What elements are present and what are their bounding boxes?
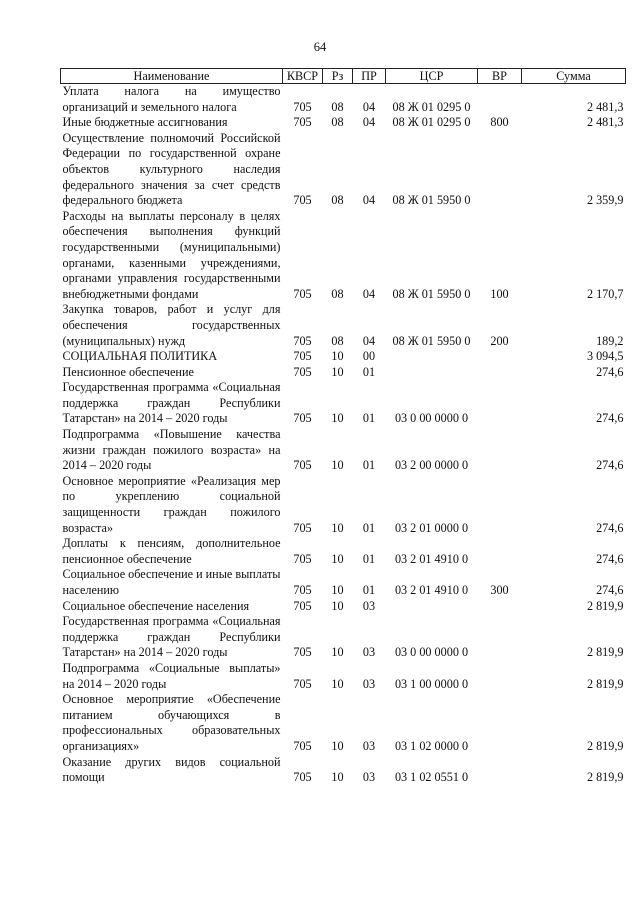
cell-kvsr: 705 [293, 583, 312, 597]
cell-sum: 274,6 [596, 520, 624, 535]
table-row [61, 209, 626, 303]
cell-vr [478, 84, 522, 116]
cell-csr: 03 0 00 0000 0 [394, 411, 469, 426]
cell-sum: 2 481,3 [586, 99, 624, 114]
cell-pr: 00 [362, 349, 376, 364]
cell-pr: 04 [362, 115, 376, 130]
cell-csr: 03 1 02 0551 0 [394, 770, 469, 785]
cell-kvsr: 705 [293, 286, 312, 301]
cell-pr: 03 [362, 645, 376, 660]
table-row [61, 567, 626, 598]
cell-name: Оказание других видов социальной помощи [62, 754, 281, 785]
cell-kvsr: 705 [293, 99, 312, 114]
cell-csr: 08 Ж 01 0295 0 [392, 115, 471, 130]
cell-pr: 04 [362, 193, 376, 208]
cell-sum: 274,6 [596, 458, 624, 473]
cell-pr: 01 [362, 583, 376, 597]
cell-name: Пенсионное обеспечение [62, 364, 194, 379]
cell-rz: 08 [331, 115, 344, 130]
cell-rz: 10 [331, 676, 344, 691]
table-body [61, 84, 626, 786]
cell-vr [478, 380, 522, 427]
cell-kvsr: 705 [293, 645, 312, 660]
cell-vr [478, 692, 522, 754]
cell-kvsr: 705 [293, 364, 312, 379]
cell-name: Государственная программа «Социальная поддержка граждан Республики Татарстан» на 2014 – 2020 годы [62, 380, 281, 426]
cell-name: Уплата налога на имущество организаций и земельного налога [62, 84, 281, 114]
cell-vr [478, 349, 522, 365]
table-row [61, 614, 626, 661]
cell-pr: 03 [362, 738, 376, 753]
cell-kvsr: 705 [293, 520, 312, 535]
cell-pr: 01 [362, 364, 376, 379]
table-row [61, 302, 626, 349]
cell-kvsr: 705 [293, 333, 312, 348]
cell-sum: 2 819,9 [586, 645, 624, 660]
cell-name: Подпрограмма «Повышение качества жизни граждан пожилого возраста» на 2014 – 2020 годы [62, 427, 281, 473]
table-header-row [61, 69, 626, 84]
cell-sum: 2 170,7 [586, 286, 624, 301]
header-csr: ЦСР [386, 69, 478, 84]
cell-csr: 08 Ж 01 0295 0 [392, 99, 471, 114]
table-row [61, 365, 626, 381]
cell-kvsr: 705 [293, 551, 312, 566]
cell-pr: 03 [362, 676, 376, 691]
cell-vr: 100 [490, 286, 509, 301]
cell-sum: 189,2 [596, 333, 624, 348]
table-row [61, 427, 626, 474]
cell-name: Закупка товаров, работ и услуг для обеспечения государственных (муниципальных) нужд [62, 302, 281, 348]
cell-name: Доплаты к пенсиям, дополнительное пенсионное обеспечение [62, 536, 281, 566]
cell-sum: 3 094,5 [586, 349, 624, 364]
cell-csr [386, 349, 478, 365]
header-name: Наименование [61, 69, 283, 84]
cell-sum: 2 819,9 [586, 770, 624, 785]
cell-vr [478, 427, 522, 474]
cell-vr [478, 661, 522, 692]
table-row [61, 380, 626, 427]
cell-pr: 01 [362, 551, 376, 566]
cell-rz: 08 [331, 286, 344, 301]
cell-rz: 10 [331, 738, 344, 753]
table-row [61, 474, 626, 536]
cell-csr: 03 2 01 4910 0 [394, 583, 469, 597]
cell-vr [478, 474, 522, 536]
cell-csr: 03 1 02 0000 0 [394, 738, 469, 753]
cell-name: Иные бюджетные ассигнования [62, 115, 228, 130]
cell-name: Основное мероприятие «Обеспечение питанием обучающихся в профессиональных образовательных организациях» [62, 692, 281, 753]
cell-rz: 10 [331, 770, 344, 785]
cell-kvsr: 705 [293, 115, 312, 130]
cell-vr: 200 [490, 333, 509, 348]
cell-name: Основное мероприятие «Реализация мер по укреплению социальной защищенности граждан пожилого возраста» [62, 473, 281, 535]
header-rz: Рз [323, 69, 353, 84]
cell-rz: 10 [331, 458, 344, 473]
cell-name: Подпрограмма «Социальные выплаты» на 2014 – 2020 годы [62, 660, 281, 691]
cell-rz: 10 [331, 645, 344, 660]
cell-pr: 01 [362, 411, 376, 426]
cell-name: Расходы на выплаты персоналу в целях обеспечения выполнения функций государственными (муниципальными) органами, казенными учреждениями, органами управления государственными внебюджетными фондами [62, 208, 281, 301]
cell-csr: 08 Ж 01 5950 0 [392, 286, 471, 301]
cell-name: Государственная программа «Социальная поддержка граждан Республики Татарстан» на 2014 – 2020 годы [62, 614, 281, 660]
cell-vr [478, 131, 522, 209]
cell-rz: 08 [331, 193, 344, 208]
cell-sum: 274,6 [596, 583, 624, 597]
cell-rz: 10 [331, 411, 344, 426]
table-row [61, 84, 626, 116]
cell-vr: 800 [490, 115, 509, 130]
cell-csr: 03 0 00 0000 0 [394, 645, 469, 660]
header-kvsr: КВСР [283, 69, 323, 84]
cell-vr [478, 755, 522, 786]
cell-csr: 08 Ж 01 5950 0 [392, 193, 471, 208]
cell-name: СОЦИАЛЬНАЯ ПОЛИТИКА [62, 349, 218, 364]
cell-pr: 01 [362, 458, 376, 473]
cell-csr: 03 2 01 0000 0 [394, 520, 469, 535]
cell-rz: 10 [331, 583, 344, 597]
cell-kvsr: 705 [293, 193, 312, 208]
cell-csr: 03 2 00 0000 0 [394, 458, 469, 473]
cell-pr: 04 [362, 286, 376, 301]
cell-rz: 08 [331, 99, 344, 114]
cell-kvsr: 705 [293, 411, 312, 426]
cell-name: Социальное обеспечение населения [62, 598, 250, 613]
cell-rz: 10 [331, 349, 344, 364]
cell-vr [478, 365, 522, 381]
page-number: 64 [313, 40, 327, 54]
cell-vr [478, 536, 522, 567]
cell-pr: 03 [362, 770, 376, 785]
cell-kvsr: 705 [293, 676, 312, 691]
cell-kvsr: 705 [293, 738, 312, 753]
cell-vr: 300 [490, 583, 509, 597]
cell-kvsr: 705 [293, 598, 312, 613]
budget-table [60, 68, 626, 786]
header-sum: Сумма [522, 69, 626, 84]
cell-rz: 10 [331, 520, 344, 535]
cell-vr [478, 599, 522, 615]
cell-sum: 274,6 [596, 364, 624, 379]
cell-csr: 03 1 00 0000 0 [394, 676, 469, 691]
table-row [61, 755, 626, 786]
cell-pr: 03 [362, 598, 376, 613]
cell-rz: 10 [331, 364, 344, 379]
table-row [61, 661, 626, 692]
cell-pr: 04 [362, 333, 376, 348]
cell-pr: 04 [362, 99, 376, 114]
cell-csr [386, 365, 478, 381]
cell-kvsr: 705 [293, 458, 312, 473]
cell-rz: 10 [331, 598, 344, 613]
cell-vr [478, 614, 522, 661]
cell-pr: 01 [362, 520, 376, 535]
header-pr: ПР [353, 69, 386, 84]
cell-rz: 10 [331, 551, 344, 566]
cell-sum: 274,6 [596, 411, 624, 426]
header-vr: ВР [478, 69, 522, 84]
cell-csr: 03 2 01 4910 0 [394, 551, 469, 566]
cell-name: Социальное обеспечение и иные выплаты населению [62, 567, 281, 597]
cell-kvsr: 705 [293, 349, 312, 364]
cell-sum: 2 359,9 [586, 193, 624, 208]
table-row [61, 536, 626, 567]
cell-sum: 2 481,3 [586, 115, 624, 130]
table-row [61, 692, 626, 754]
table-row [61, 115, 626, 131]
cell-sum: 274,6 [596, 551, 624, 566]
cell-name: Осуществление полномочий Российской Федерации по государственной охране объектов культурного наследия федерального значения за счет средств федерального бюджета [62, 130, 281, 208]
table-row [61, 349, 626, 365]
cell-sum: 2 819,9 [586, 676, 624, 691]
cell-csr: 08 Ж 01 5950 0 [392, 333, 471, 348]
cell-csr [386, 599, 478, 615]
cell-kvsr: 705 [293, 770, 312, 785]
table-row [61, 599, 626, 615]
cell-sum: 2 819,9 [586, 738, 624, 753]
table-row [61, 131, 626, 209]
cell-rz: 08 [331, 333, 344, 348]
cell-sum: 2 819,9 [586, 598, 624, 613]
